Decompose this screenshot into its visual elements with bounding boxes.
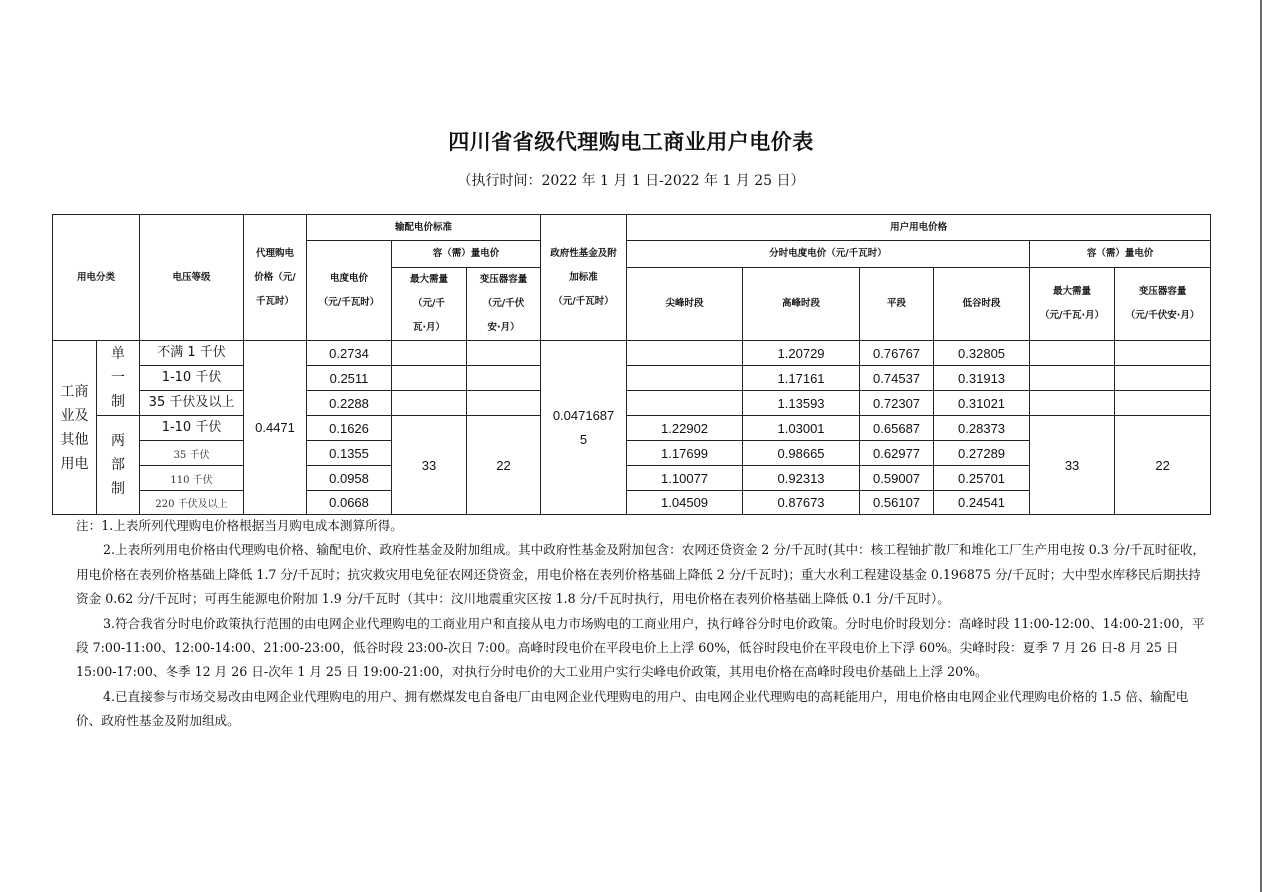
user-transformer-cell	[1115, 366, 1211, 391]
voltage-cell: 1-10 千伏	[140, 416, 244, 441]
valley-cell: 0.31021	[934, 391, 1030, 416]
header-agency-price-line: 价格（元/	[254, 271, 296, 283]
header-max-demand-line: 瓦·月）	[412, 322, 446, 333]
header-user-price-group: 用户用电价格	[627, 215, 1211, 241]
valley-cell: 0.25701	[934, 466, 1030, 491]
max-demand-cell: 33	[392, 416, 467, 515]
gov-fund-line: 5	[579, 431, 588, 447]
header-transformer	[467, 268, 541, 341]
user-max-demand-cell	[1030, 366, 1115, 391]
header-transformer-line: 安·月）	[487, 322, 520, 333]
header-energy-price-line: （元/千瓦时）	[318, 296, 380, 308]
header-user-transformer-line: 变压器容量	[1138, 286, 1187, 297]
header-gov-fund-line: 加标准	[569, 271, 598, 283]
transformer-cell	[467, 366, 541, 391]
voltage-cell: 35 千伏	[140, 441, 244, 466]
header-gov-fund-line: 政府性基金及附	[550, 247, 617, 259]
header-user-max-demand-line: 最大需量	[1053, 286, 1092, 297]
flat-cell: 0.56107	[860, 491, 934, 515]
transformer-cell	[467, 391, 541, 416]
single-system-line: 制	[111, 394, 125, 410]
peak-cell: 1.03001	[743, 416, 860, 441]
header-max-demand-line: 最大需量	[410, 274, 449, 285]
header-user-transformer-line: （元/千伏安·月）	[1125, 310, 1200, 321]
header-gov-fund	[541, 215, 627, 341]
header-user-capacity-group: 容（需）量电价	[1030, 241, 1211, 268]
energy-price-cell: 0.2734	[307, 341, 392, 366]
header-transmission-group: 输配电价标准	[307, 215, 541, 241]
voltage-cell: 不满 1 千伏	[140, 341, 244, 366]
header-user-max-demand	[1030, 268, 1115, 341]
valley-cell: 0.31913	[934, 366, 1030, 391]
valley-cell: 0.24541	[934, 491, 1030, 515]
energy-price-cell: 0.1626	[307, 416, 392, 441]
gov-fund-line: 0.0471687	[552, 407, 615, 423]
voltage-cell: 220 千伏及以上	[140, 491, 244, 515]
header-user-max-demand-line: （元/千瓦·月）	[1040, 310, 1105, 321]
sharp-peak-cell	[627, 391, 743, 416]
max-demand-cell	[392, 341, 467, 366]
voltage-cell: 1-10 千伏	[140, 366, 244, 391]
category-line: 工商	[60, 383, 89, 400]
table-row	[53, 391, 1211, 416]
sharp-peak-cell	[627, 341, 743, 366]
header-agency-price	[244, 215, 307, 341]
voltage-cell: 110 千伏	[140, 466, 244, 491]
two-part-system-cell	[97, 416, 140, 515]
header-transformer-line: （元/千伏	[482, 298, 525, 309]
note-1: 注：1.上表所列代理购电价格根据当月购电成本测算所得。	[76, 518, 403, 533]
sharp-peak-cell: 1.17699	[627, 441, 743, 466]
valley-cell: 0.27289	[934, 441, 1030, 466]
peak-cell: 1.20729	[743, 341, 860, 366]
table-row	[53, 341, 1211, 366]
note-2: 2.上表所列用电价格由代理购电价格、输配电价、政府性基金及附加组成。其中政府性基金及附加包含：农网还贷资金 2 分/千瓦时(其中：核工程铀扩散厂和堆化工厂生产用电按 0.3 分/千瓦时征收，用电价格在表列价格基础上降低 1.7 分/千瓦时；抗灾救灾用电免征农网还贷资金，用电价格在表列价格基础上降低 2 分/千瓦时)；重大水利工程建设基金 0.196875 分/千瓦时；大中型水库移民后期扶持资金 0.62 分/千瓦时；可再生能源电价附加 1.9 分/千瓦时（其中：汶川地震重灾区按 1.8 分/千瓦时执行，用电价格在表列价格基础上降低 0.1 分/千瓦时）。	[76, 542, 1206, 607]
two-part-system-line: 两	[111, 433, 125, 449]
note-3: 3.符合我省分时电价政策执行范围的由电网企业代理购电的工商业用户和直接从电力市场购电的工商业用户，执行峰谷分时电价政策。分时电价时段划分：高峰时段 11:00-12:00、14:00-21:00，平段 7:00-11:00、12:00-14:00、21:00-23:00，低谷时段 23:00-次日 7:00。高峰时段电价在平段电价上上浮 60%，低谷时段电价在平段电价上下浮 60%。尖峰时段：夏季 7 月 26 日-8 月 25 日 15:00-17:00、冬季 12 月 26 日-次年 1 月 25 日 19:00-21:00，对执行分时电价的大工业用户实行尖峰电价政策，其用电价格在高峰时段电价基础上上浮 20%。	[76, 615, 1205, 680]
valley-cell: 0.28373	[934, 416, 1030, 441]
voltage-cell: 35 千伏及以上	[140, 391, 244, 416]
header-energy-price-line: 电度电价	[330, 272, 369, 284]
header-user-transformer	[1115, 268, 1211, 341]
page-title: 四川省省级代理购电工商业用户电价表	[448, 129, 814, 154]
user-transformer-cell	[1115, 341, 1211, 366]
sharp-peak-cell: 1.04509	[627, 491, 743, 515]
table-row	[53, 416, 1211, 441]
category-line: 业及	[60, 407, 89, 424]
header-max-demand	[392, 268, 467, 341]
flat-cell: 0.76767	[860, 341, 934, 366]
user-max-demand-cell: 33	[1030, 416, 1115, 515]
notes	[76, 514, 1206, 734]
header-valley: 低谷时段	[934, 268, 1030, 341]
energy-price-cell: 0.2511	[307, 366, 392, 391]
category-line: 其他	[60, 431, 89, 448]
energy-price-cell: 0.0668	[307, 491, 392, 515]
user-max-demand-cell	[1030, 391, 1115, 416]
user-transformer-cell	[1115, 391, 1211, 416]
max-demand-cell	[392, 391, 467, 416]
transformer-cell	[467, 341, 541, 366]
header-voltage: 电压等级	[140, 215, 244, 341]
energy-price-cell: 0.1355	[307, 441, 392, 466]
user-transformer-cell: 22	[1115, 416, 1211, 515]
header-agency-price-line: 千瓦时）	[256, 295, 295, 307]
max-demand-cell	[392, 366, 467, 391]
peak-cell: 0.87673	[743, 491, 860, 515]
energy-price-cell: 0.2288	[307, 391, 392, 416]
header-capacity-group: 容（需）量电价	[392, 241, 541, 268]
header-peak: 高峰时段	[743, 268, 860, 341]
peak-cell: 1.17161	[743, 366, 860, 391]
header-energy-price	[307, 241, 392, 341]
header-category: 用电分类	[53, 215, 140, 341]
gov-fund-cell	[541, 341, 627, 515]
header-max-demand-line: （元/千	[413, 298, 445, 309]
single-system-line: 一	[111, 370, 125, 386]
sharp-peak-cell: 1.22902	[627, 416, 743, 441]
sharp-peak-cell	[627, 366, 743, 391]
transformer-cell: 22	[467, 416, 541, 515]
page-subtitle: （执行时间：2022 年 1 月 1 日-2022 年 1 月 25 日）	[457, 173, 805, 189]
note-4: 4.已直接参与市场交易改由电网企业代理购电的用户、拥有燃煤发电自备电厂由电网企业代理购电的用户、由电网企业代理购电的高耗能用户，用电价格由电网企业代理购电价格的 1.5 倍、输配电价、政府性基金及附加组成。	[76, 688, 1189, 729]
valley-cell: 0.32805	[934, 341, 1030, 366]
flat-cell: 0.74537	[860, 366, 934, 391]
sharp-peak-cell: 1.10077	[627, 466, 743, 491]
table-row	[53, 366, 1211, 391]
flat-cell: 0.72307	[860, 391, 934, 416]
header-flat: 平段	[860, 268, 934, 341]
two-part-system-line: 部	[111, 457, 125, 473]
category-cell	[53, 341, 97, 515]
header-tou-group: 分时电度电价（元/千瓦时）	[627, 241, 1030, 268]
peak-cell: 0.92313	[743, 466, 860, 491]
header-agency-price-line: 代理购电	[256, 247, 295, 259]
peak-cell: 1.13593	[743, 391, 860, 416]
category-line: 用电	[60, 455, 89, 472]
header-sharp-peak: 尖峰时段	[627, 268, 743, 341]
two-part-system-line: 制	[111, 481, 125, 497]
flat-cell: 0.62977	[860, 441, 934, 466]
energy-price-cell: 0.0958	[307, 466, 392, 491]
price-table	[52, 214, 1211, 515]
single-system-cell	[97, 341, 140, 416]
header-transformer-line: 变压器容量	[479, 274, 528, 285]
header-gov-fund-line: （元/千瓦时）	[553, 295, 614, 307]
single-system-line: 单	[111, 346, 125, 362]
user-max-demand-cell	[1030, 341, 1115, 366]
agency-price-cell: 0.4471	[244, 341, 307, 515]
flat-cell: 0.65687	[860, 416, 934, 441]
flat-cell: 0.59007	[860, 466, 934, 491]
peak-cell: 0.98665	[743, 441, 860, 466]
